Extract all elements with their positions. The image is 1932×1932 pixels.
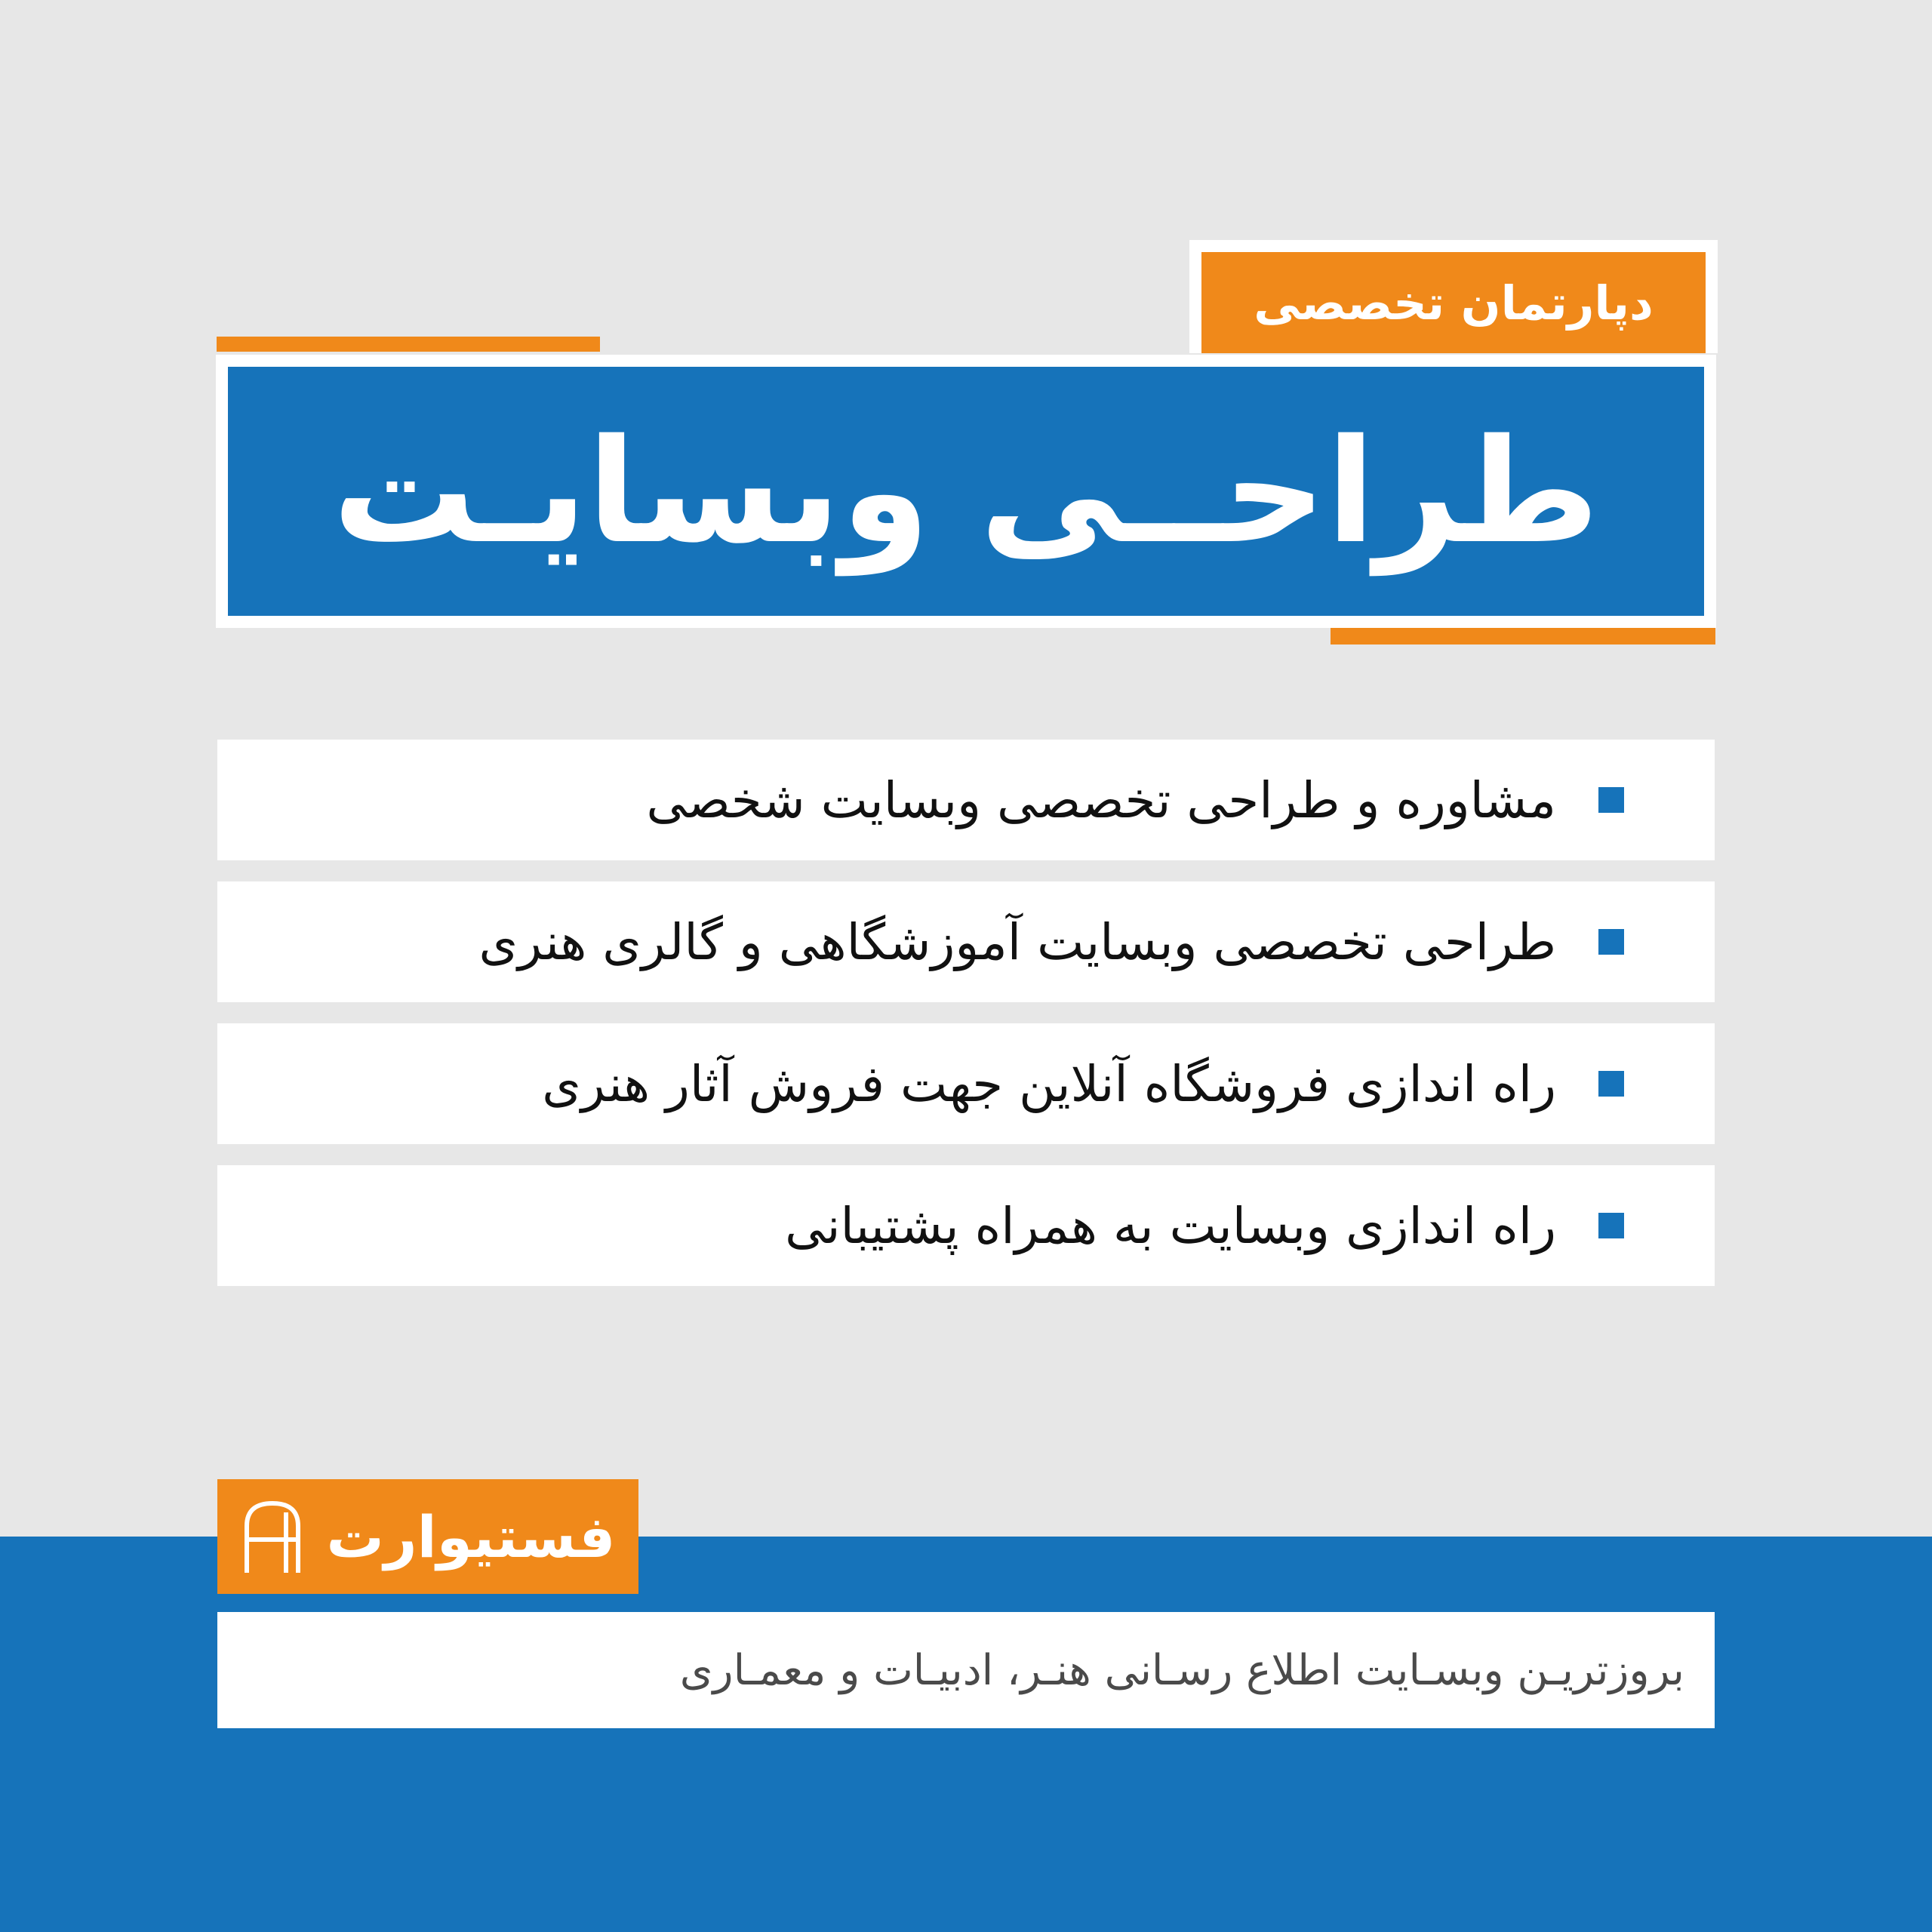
service-item: [217, 1023, 1715, 1144]
department-label: دپارتمان تخصصی: [1254, 275, 1654, 331]
service-item: [217, 881, 1715, 1002]
services-list: [217, 740, 1715, 1307]
service-text: راه اندازی وبسایت به همراه پشتیبانی: [785, 1196, 1556, 1255]
service-item: [217, 1165, 1715, 1286]
page-title: طراحــی وبسایـت: [332, 408, 1600, 575]
footer-band: [0, 1537, 1932, 1932]
title-box: [228, 367, 1704, 616]
accent-line-top: [217, 337, 600, 352]
square-bullet-icon: [1598, 1071, 1624, 1097]
accent-line-bottom: [1331, 628, 1715, 645]
service-text: راه اندازی فروشگاه آنلاین جهت فروش آثار هنری: [542, 1054, 1556, 1113]
tagline-box: [217, 1612, 1715, 1728]
tagline: بروزتریـن وبسـایت اطلاع رسـانی هنـر، ادبیـات و معمـاری: [679, 1645, 1684, 1695]
department-tag: [1201, 252, 1706, 353]
square-bullet-icon: [1598, 929, 1624, 955]
service-item: [217, 740, 1715, 860]
service-text: طراحی تخصصی وبسایت آموزشگاهی و گالری هنری: [478, 912, 1556, 971]
square-bullet-icon: [1598, 787, 1624, 813]
brand-name: فستیوارت: [326, 1503, 616, 1571]
brand-badge: [217, 1479, 638, 1594]
festivart-logo-icon: [241, 1497, 304, 1576]
square-bullet-icon: [1598, 1213, 1624, 1238]
service-text: مشاوره و طراحی تخصصی وبسایت شخصی: [646, 771, 1556, 829]
